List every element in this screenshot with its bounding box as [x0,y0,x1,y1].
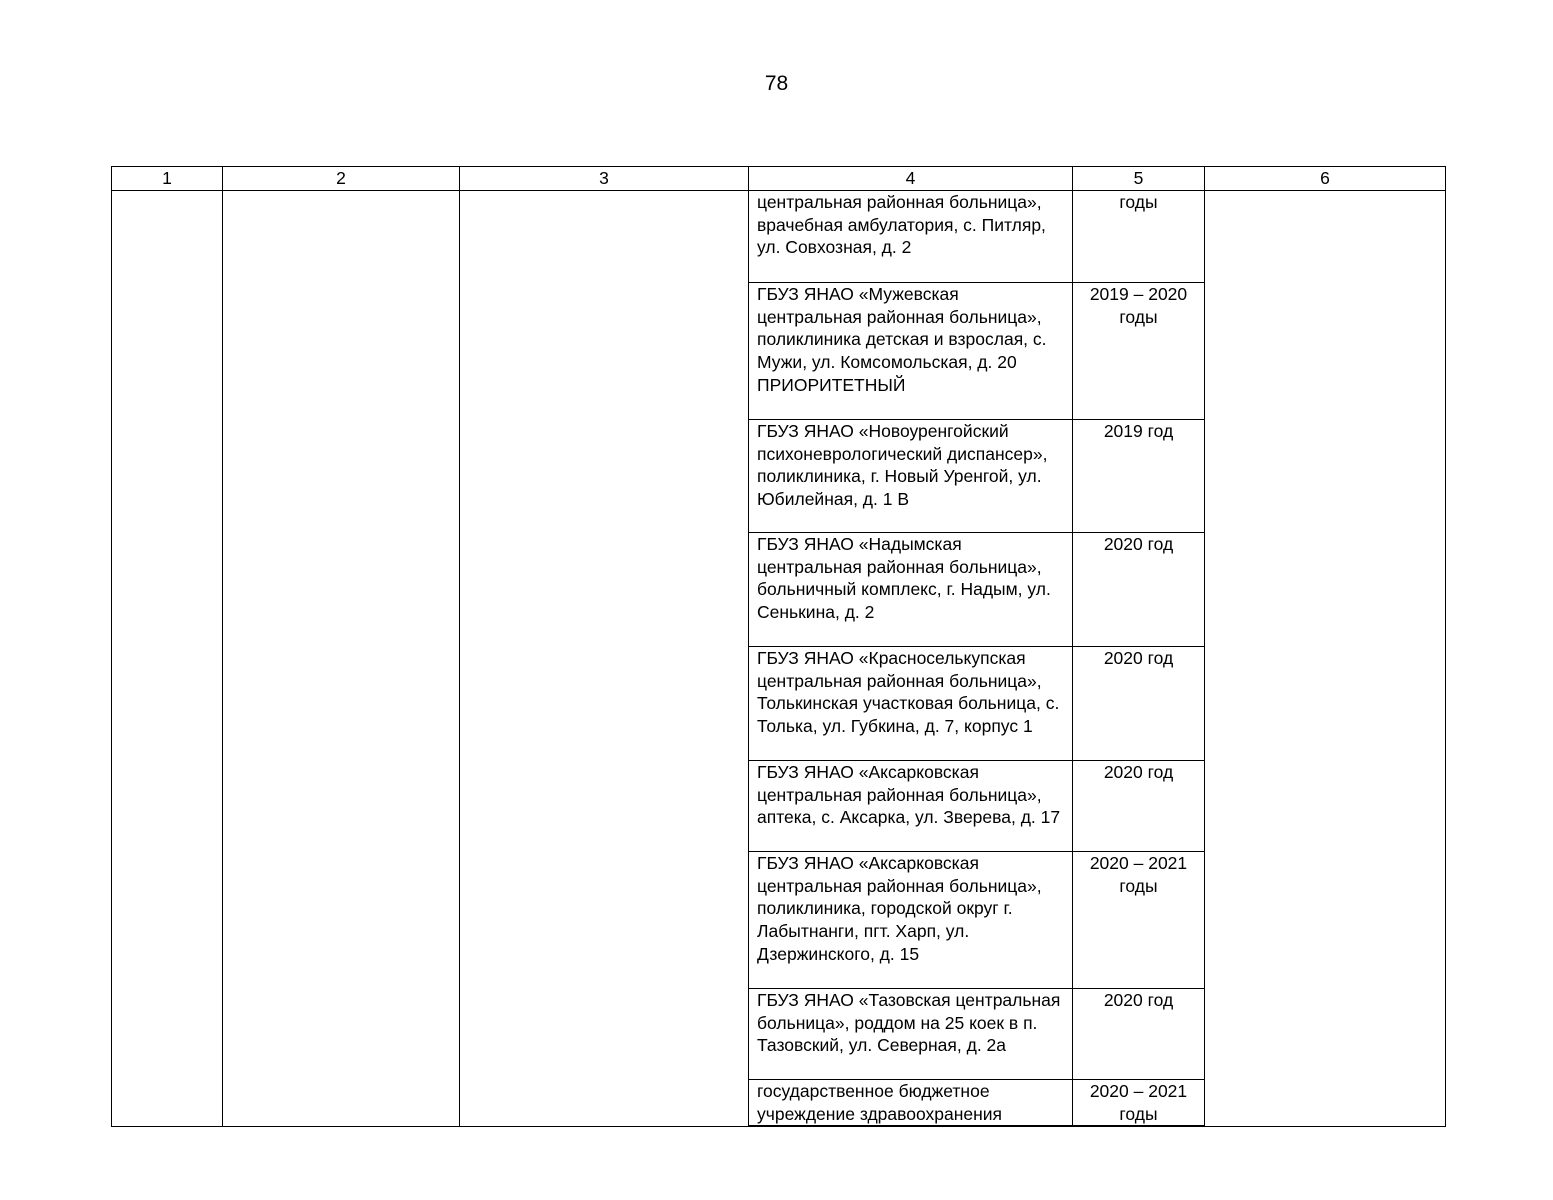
facility-cell: ГБУЗ ЯНАО «Аксарковская центральная районная больница», поликлиника, городской округ г. Лабытнанги, пгт. Харп, ул. Дзержинского, д. 15 [749,852,1073,989]
column-header-1: 1 [112,167,223,191]
cell-col2-empty [223,191,460,1127]
period-cell: 2020 год [1073,989,1205,1080]
facility-cell: центральная районная больница», врачебная амбулатория, с. Питляр, ул. Совхозная, д. 2 [749,191,1073,283]
facility-cell: ГБУЗ ЯНАО «Мужевская центральная районная больница», поликлиника детская и взрослая, с. Мужи, ул. Комсомольская, д. 20 ПРИОРИТЕТНЫЙ [749,283,1073,420]
facility-cell: ГБУЗ ЯНАО «Аксарковская центральная районная больница», аптека, с. Аксарка, ул. Зверева, д. 17 [749,761,1073,852]
page-number: 78 [764,72,789,95]
document-table [111,166,1446,1127]
column-header-3: 3 [460,167,749,191]
column-header-4: 4 [749,167,1073,191]
column-header-6: 6 [1205,167,1446,191]
period-cell: 2020 год [1073,647,1205,761]
facility-cell: государственное бюджетное учреждение здравоохранения [749,1080,1073,1127]
period-cell: годы [1073,191,1205,283]
period-cell: 2019 – 2020 годы [1073,283,1205,420]
cell-col6-empty [1205,191,1446,1127]
cell-col3-empty [460,191,749,1127]
table-row [112,191,1446,283]
period-cell: 2020 год [1073,761,1205,852]
column-header-5: 5 [1073,167,1205,191]
facility-cell: ГБУЗ ЯНАО «Тазовская центральная больница», роддом на 25 коек в п. Тазовский, ул. Северная, д. 2а [749,989,1073,1080]
facility-cell: ГБУЗ ЯНАО «Красноселькупская центральная районная больница», Толькинская участковая больница, с. Толька, ул. Губкина, д. 7, корпус 1 [749,647,1073,761]
facility-cell: ГБУЗ ЯНАО «Новоуренгойский психоневрологический диспансер», поликлиника, г. Новый Уренгой, ул. Юбилейная, д. 1 В [749,420,1073,533]
facility-cell: ГБУЗ ЯНАО «Надымская центральная районная больница», больничный комплекс, г. Надым, ул. Сенькина, д. 2 [749,533,1073,647]
period-cell: 2020 год [1073,533,1205,647]
period-cell: 2019 год [1073,420,1205,533]
column-header-2: 2 [223,167,460,191]
cell-col1-empty [112,191,223,1127]
table-header-row [112,167,1446,191]
period-cell: 2020 – 2021 годы [1073,852,1205,989]
period-cell: 2020 – 2021 годы [1073,1080,1205,1127]
